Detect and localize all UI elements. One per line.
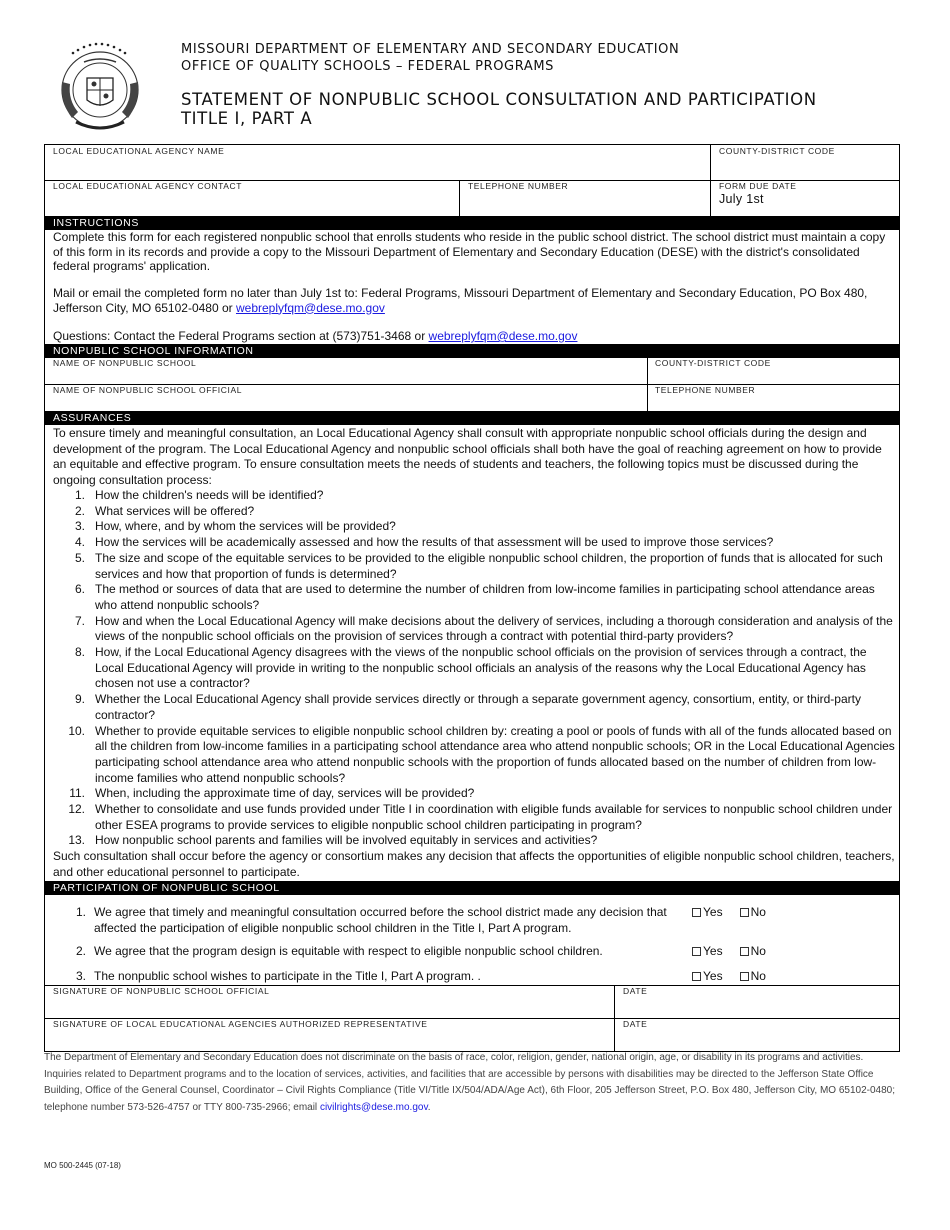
instructions-paragraph-1: Complete this form for each registered nonpublic school that enrolls students who reside in the public school district. The school district must maintain a copy of this form in its records and provide a copy to the Missouri Department of Elementary and Secondary Education (DESE) with the district's consolidated federal programs' application.: [53, 230, 886, 273]
participation-item-number: 3.: [75, 969, 86, 983]
nonpublic-info-heading: NONPUBLIC SCHOOL INFORMATION: [44, 344, 900, 358]
assurance-item-text: Whether the Local Educational Agency shall provide services directly or through a separate government agency, consortium, entity, or third-party contractor?: [95, 692, 861, 722]
assurance-item-text: When, including the approximate time of day, services will be provided?: [95, 786, 475, 801]
assurances-intro: To ensure timely and meaningful consultation, an Local Educational Agency shall consult with appropriate nonpublic school officials during the design and development of the program. The Local Educational Agency and nonpublic school officials shall both have the goal of reaching agreement on how to provide an equitable and effective program. To ensure consultation meets the needs of students and teachers, the following topics must be discussed during the ongoing consultation process:: [53, 426, 882, 488]
lea-phone-label: TELEPHONE NUMBER: [468, 181, 569, 191]
assurance-item: [53, 833, 898, 849]
assurance-item-number: 3.: [74, 519, 85, 534]
form-subtitle: TITLE I, PART A: [181, 109, 313, 128]
lea-phone-field[interactable]: [460, 181, 710, 216]
nonpublic-phone-field[interactable]: [648, 385, 899, 411]
yes-checkbox[interactable]: [692, 972, 701, 981]
yes-option[interactable]: [692, 944, 723, 960]
participation-item-number: 1.: [75, 905, 86, 919]
assurance-item-number: 1.: [74, 488, 85, 502]
office-name: OFFICE OF QUALITY SCHOOLS – FEDERAL PROGRAMS: [181, 59, 554, 74]
official-signature-label: SIGNATURE OF NONPUBLIC SCHOOL OFFICIAL: [53, 986, 270, 996]
rep-signature-field[interactable]: [45, 1019, 614, 1051]
assurance-item: [53, 645, 898, 692]
no-option[interactable]: [740, 905, 766, 921]
assurance-item: [53, 614, 898, 645]
yes-label: Yes: [703, 969, 723, 983]
official-signature-row: [44, 985, 900, 1019]
yes-label: Yes: [703, 944, 723, 958]
questions-email-link[interactable]: webreplyfqm@dese.mo.gov: [428, 329, 578, 343]
assurance-item-text: How and when the Local Educational Agency will make decisions about the delivery of services, including a thorough consideration and analysis of the views of the nonpublic school officials on the provision of services through a contract with potential third-party providers?: [95, 613, 893, 644]
nonpublic-official-row: [44, 385, 900, 412]
lea-name-row: [44, 144, 900, 181]
participation-heading: PARTICIPATION OF NONPUBLIC SCHOOL: [44, 881, 900, 895]
rep-date-field[interactable]: [615, 1019, 899, 1051]
assurance-item-number: 4.: [74, 535, 85, 550]
assurance-item-text: How, if the Local Educational Agency disagrees with the views of the nonpublic school officials on the provision of services through a contract, the Local Educational Agency will provide in writing to the nonpublic school officials an analysis of the reasons why the Local Educational Agency has chosen not use a contractor?: [95, 645, 867, 691]
no-checkbox[interactable]: [740, 908, 749, 917]
assurance-item-number: 8.: [74, 645, 85, 660]
assurance-item: [53, 802, 898, 833]
assurance-item-number: 13.: [68, 833, 85, 848]
official-date-field[interactable]: [615, 986, 899, 1019]
missouri-state-seal-icon: [54, 42, 146, 134]
assurance-item: [53, 504, 898, 520]
yes-label: Yes: [703, 905, 723, 919]
assurance-item: [53, 724, 898, 787]
yes-option[interactable]: [692, 905, 723, 921]
rep-date-label: DATE: [623, 1019, 648, 1029]
lea-county-code-field[interactable]: [711, 145, 899, 181]
nonpublic-name-row: [44, 357, 900, 385]
no-label: No: [750, 969, 766, 983]
participation-item-text: We agree that the program design is equitable with respect to eligible nonpublic school children.: [94, 944, 603, 958]
yes-checkbox[interactable]: [692, 908, 701, 917]
participation-item: [70, 905, 900, 937]
nonpublic-county-code-label: COUNTY-DISTRICT CODE: [655, 358, 771, 368]
nonpublic-official-label: NAME OF NONPUBLIC SCHOOL OFFICIAL: [53, 385, 243, 395]
lea-name-label: LOCAL EDUCATIONAL AGENCY NAME: [53, 146, 225, 156]
assurance-item: [53, 551, 898, 582]
assurance-item: [53, 519, 898, 535]
assurances-heading: ASSURANCES: [44, 411, 900, 425]
assurance-item-number: 11.: [69, 786, 85, 801]
assurance-item-number: 6.: [74, 582, 85, 597]
instructions-paragraph-3: Questions: Contact the Federal Programs section at (573)751-3468 or webreplyfqm@dese.mo.gov: [53, 329, 578, 343]
nondiscrimination-notice: The Department of Elementary and Secondary Education does not discriminate on the basis of race, color, religion, gender, national origin, age, or disability in its programs and activities. Inquiries related to Department programs and to the location of services, activities, and facilities that are accessible by persons with disabilities may be directed to the Jefferson State Office Building, Office of the General Counsel, Coordinator – Civil Rights Compliance (Title VI/Title IX/504/ADA/Age Act), 6th Floor, 205 Jefferson Street, P.O. Box 480, Jefferson City, MO 65102-0480; telephone number 573-526-4757 or TTY 800-735-2966; email civilrights@dese.mo.gov.: [44, 1052, 895, 1113]
nonpublic-name-label: NAME OF NONPUBLIC SCHOOL: [53, 358, 197, 368]
assurance-item: [53, 582, 898, 613]
assurance-item-text: Whether to provide equitable services to eligible nonpublic school children by: creating a pool or pools of funds with all of the funds allocated based on all the children from low-income families in a participating school attendance area who attend nonpublic schools; OR in the Local Educational Agencies participating school attendance area who attend nonpublic schools with the proportion of funds allocated based on the number of children from low-income families who attend nonpublic schools?: [95, 723, 895, 785]
no-checkbox[interactable]: [740, 972, 749, 981]
assurance-item-number: 2.: [74, 503, 85, 518]
assurance-item-text: How, where, and by whom the services will be provided?: [95, 519, 396, 534]
assurance-item-text: The size and scope of the equitable services to be provided to the eligible nonpublic school children, the proportion of funds that is allocated for such services and how that proportion of funds is determined?: [95, 550, 883, 581]
participation-item-text: We agree that timely and meaningful consultation occurred before the school district made any decision that affected the participation of eligible nonpublic school children in the Title I, Part A program.: [94, 905, 667, 935]
nonpublic-name-field[interactable]: [45, 357, 647, 384]
no-label: No: [750, 944, 766, 958]
yes-option[interactable]: [692, 969, 723, 985]
nonpublic-official-field[interactable]: [45, 385, 647, 411]
no-label: No: [750, 905, 766, 919]
nonpublic-county-code-field[interactable]: [648, 357, 899, 384]
assurance-item: [53, 786, 898, 802]
lea-county-code-label: COUNTY-DISTRICT CODE: [719, 146, 835, 156]
instructions-heading: INSTRUCTIONS: [44, 216, 900, 230]
assurance-item-text: How nonpublic school parents and families will be involved equitably in services and activities?: [95, 833, 598, 848]
lea-contact-field[interactable]: [45, 181, 459, 216]
assurances-closing: Such consultation shall occur before the agency or consortium makes any decision that affects the opportunities of eligible nonpublic school children, teachers, and other educational personnel to participate.: [53, 849, 895, 879]
yes-no-options: [692, 944, 779, 960]
rep-signature-label: SIGNATURE OF LOCAL EDUCATIONAL AGENCIES AUTHORIZED REPRESENTATIVE: [53, 1019, 428, 1029]
assurance-item: [53, 535, 898, 551]
assurance-item-text: How the services will be academically assessed and how the results of that assessment will be used to improve those services?: [95, 535, 774, 550]
assurance-item-number: 10.: [68, 723, 85, 738]
assurance-item-number: 7.: [74, 613, 85, 628]
assurance-item-number: 5.: [74, 550, 85, 565]
assurance-item: [53, 488, 898, 504]
no-option[interactable]: [740, 944, 766, 960]
rep-signature-row: [44, 1019, 900, 1052]
instructions-paragraph-2: Mail or email the completed form no later than July 1st to: Federal Programs, Missouri Department of Elementary and Secondary Education, PO Box 480, Jefferson City, MO 65102-0480 or webreplyfqm@dese.mo.gov: [53, 286, 868, 315]
assurance-item-text: What services will be offered?: [95, 503, 255, 518]
participation-item-text: The nonpublic school wishes to participate in the Title I, Part A program. .: [94, 969, 481, 983]
yes-no-options: [692, 905, 779, 921]
no-checkbox[interactable]: [740, 947, 749, 956]
assurance-item-number: 12.: [68, 802, 85, 817]
form-title: STATEMENT OF NONPUBLIC SCHOOL CONSULTATION AND PARTICIPATION: [181, 90, 817, 109]
assurance-item-text: How the children's needs will be identified?: [95, 488, 324, 502]
instructions-email-link[interactable]: webreplyfqm@dese.mo.gov: [235, 300, 385, 315]
no-option[interactable]: [740, 969, 766, 985]
civil-rights-email-link[interactable]: civilrights@dese.mo.gov: [319, 1101, 428, 1113]
lea-contact-row: [44, 181, 900, 217]
yes-no-options: [692, 969, 779, 985]
official-signature-field[interactable]: [45, 986, 614, 1019]
assurance-item: [53, 692, 898, 723]
form-due-date-value: July 1st: [719, 192, 764, 206]
department-name: MISSOURI DEPARTMENT OF ELEMENTARY AND SECONDARY EDUCATION: [181, 42, 680, 57]
form-due-date-label: FORM DUE DATE: [719, 181, 797, 191]
assurance-item-text: The method or sources of data that are used to determine the number of children from low-income families in participating school attendance areas who attend nonpublic schools?: [95, 582, 875, 612]
lea-name-field[interactable]: [45, 145, 710, 181]
assurances-list: [53, 488, 898, 849]
lea-contact-label: LOCAL EDUCATIONAL AGENCY CONTACT: [53, 181, 243, 191]
yes-checkbox[interactable]: [692, 947, 701, 956]
participation-item-number: 2.: [75, 944, 86, 958]
official-date-label: DATE: [623, 986, 648, 996]
nonpublic-phone-label: TELEPHONE NUMBER: [655, 385, 756, 395]
assurance-item-number: 9.: [74, 692, 85, 707]
assurance-item-text: Whether to consolidate and use funds provided under Title I in coordination with eligible funds available for services to nonpublic school children under other ESEA programs to provide services to eligible nonpublic school children participating in program?: [95, 802, 893, 832]
form-number: MO 500-2445 (07-18): [44, 1161, 121, 1170]
